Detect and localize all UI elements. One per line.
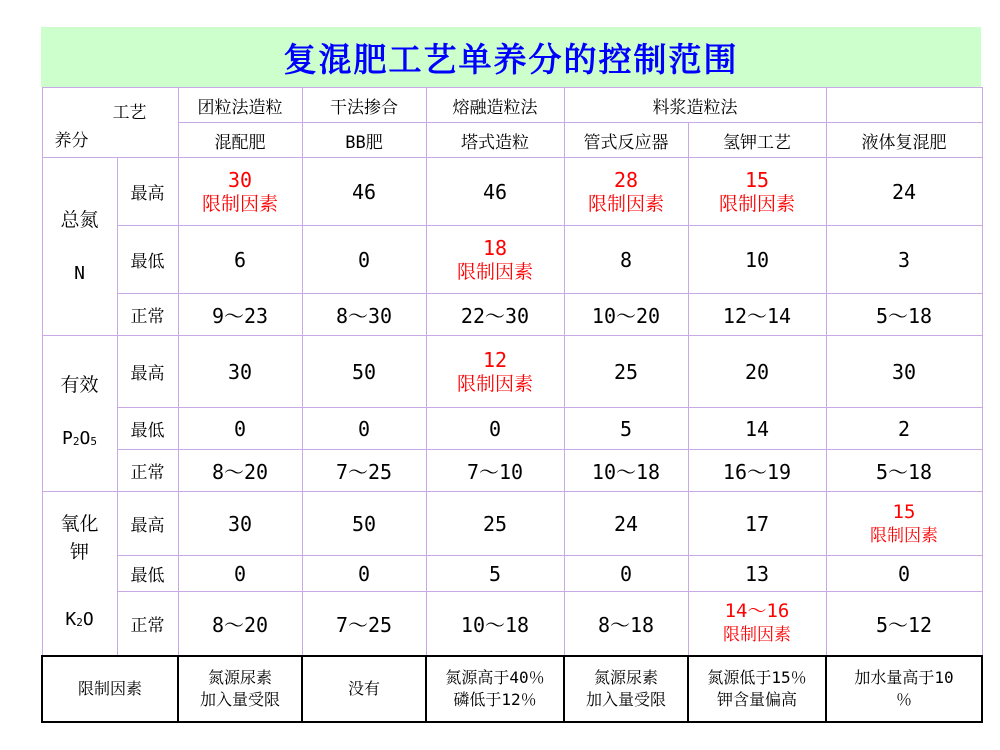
value-cell: 5～18 <box>826 294 982 336</box>
footer-cell <box>564 656 688 722</box>
value-text: 30 <box>227 167 253 192</box>
row-label: 最低 <box>117 556 178 592</box>
value-cell: 5 <box>426 556 564 592</box>
limit-factor-text: 限制因素 <box>718 192 795 215</box>
value-cell: 8～18 <box>564 592 688 656</box>
value-cell: 30 <box>178 336 302 408</box>
value-cell: 9～23 <box>178 294 302 336</box>
nutrient-name: 总氮 <box>60 208 99 231</box>
value-cell <box>178 158 302 226</box>
product-header: BB肥 <box>302 123 426 158</box>
value-text: 14～16 <box>724 600 790 623</box>
row-label: 最低 <box>117 226 178 294</box>
value-cell: 14 <box>688 408 826 450</box>
footer-text: 加入量受限 <box>585 689 666 709</box>
table-row <box>42 294 982 336</box>
footer-text: ％ <box>895 689 912 709</box>
value-cell: 50 <box>302 492 426 556</box>
product-header: 混配肥 <box>178 123 302 158</box>
limit-factor-text: 限制因素 <box>870 525 938 546</box>
process-header: 干法掺合 <box>302 88 426 123</box>
value-cell: 46 <box>426 158 564 226</box>
value-cell <box>426 336 564 408</box>
value-cell: 0 <box>564 556 688 592</box>
footer-row <box>42 656 982 722</box>
value-cell: 0 <box>302 226 426 294</box>
value-cell: 7～10 <box>426 450 564 492</box>
product-header: 氢钾工艺 <box>688 123 826 158</box>
row-label: 最低 <box>117 408 178 450</box>
value-cell: 5 <box>564 408 688 450</box>
footer-cell <box>688 656 826 722</box>
value-cell: 46 <box>302 158 426 226</box>
value-cell: 10～20 <box>564 294 688 336</box>
footer-text: 磷低于12％ <box>453 689 537 709</box>
value-cell: 30 <box>178 492 302 556</box>
table-row <box>42 556 982 592</box>
value-cell: 8～20 <box>178 450 302 492</box>
nutrient-group-cell <box>42 492 117 656</box>
formula-symbol: O <box>79 428 91 449</box>
value-cell: 0 <box>826 556 982 592</box>
footer-text: 加入量受限 <box>199 689 280 709</box>
footer-cell <box>426 656 564 722</box>
formula-symbol: O <box>82 608 94 630</box>
table-row <box>42 450 982 492</box>
value-cell: 16～19 <box>688 450 826 492</box>
limit-factor-text: 限制因素 <box>456 260 533 283</box>
value-cell: 17 <box>688 492 826 556</box>
nutrient-group-cell <box>42 158 117 336</box>
value-cell: 12～14 <box>688 294 826 336</box>
value-cell: 0 <box>302 408 426 450</box>
table-row <box>42 408 982 450</box>
footer-label: 限制因素 <box>42 656 178 722</box>
value-cell <box>688 158 826 226</box>
limit-factor-text: 限制因素 <box>587 192 664 215</box>
table-row <box>42 492 982 556</box>
value-text: 12 <box>482 347 508 372</box>
nutrient-group-cell <box>42 336 117 492</box>
value-cell: 10～18 <box>564 450 688 492</box>
row-label: 最高 <box>117 336 178 408</box>
process-header <box>826 88 982 123</box>
value-cell: 0 <box>302 556 426 592</box>
value-cell: 8～30 <box>302 294 426 336</box>
formula-symbol: K <box>65 608 77 630</box>
value-cell <box>688 592 826 656</box>
product-header: 液体复混肥 <box>826 123 982 158</box>
value-cell: 10 <box>688 226 826 294</box>
value-cell: 30 <box>826 336 982 408</box>
footer-cell <box>178 656 302 722</box>
value-cell <box>564 158 688 226</box>
corner-process-label: 工艺 <box>112 103 147 123</box>
value-cell: 8 <box>564 226 688 294</box>
footer-text: 氮源尿素 <box>207 667 272 687</box>
formula-subscript: 5 <box>90 435 97 448</box>
value-cell: 7～25 <box>302 450 426 492</box>
row-label: 最高 <box>117 158 178 226</box>
formula-subscript: 2 <box>72 435 80 448</box>
value-cell: 0 <box>426 408 564 450</box>
value-text: 18 <box>482 235 508 260</box>
value-cell: 13 <box>688 556 826 592</box>
footer-text: 氮源尿素 <box>593 667 658 687</box>
corner-nutrient-label: 养分 <box>54 131 89 151</box>
value-cell: 22～30 <box>426 294 564 336</box>
value-cell: 6 <box>178 226 302 294</box>
value-text: 15 <box>892 500 916 523</box>
value-cell: 0 <box>178 556 302 592</box>
footer-text: 氮源低于15％ <box>707 667 807 687</box>
value-cell: 24 <box>564 492 688 556</box>
value-cell: 3 <box>826 226 982 294</box>
process-header: 熔融造粒法 <box>426 88 564 123</box>
row-label: 正常 <box>117 294 178 336</box>
product-header: 塔式造粒 <box>426 123 564 158</box>
header-corner <box>42 88 178 158</box>
table-row <box>42 158 982 226</box>
value-cell: 5～12 <box>826 592 982 656</box>
limit-factor-text: 限制因素 <box>723 625 791 646</box>
product-header: 管式反应器 <box>564 123 688 158</box>
table-row <box>42 336 982 408</box>
row-label: 正常 <box>117 592 178 656</box>
value-cell: 8～20 <box>178 592 302 656</box>
nutrient-name: 钾 <box>69 540 89 563</box>
formula-subscript: 2 <box>76 615 83 629</box>
footer-cell <box>302 656 426 722</box>
value-cell: 50 <box>302 336 426 408</box>
value-cell: 24 <box>826 158 982 226</box>
footer-text: 没有 <box>347 678 380 698</box>
value-text: 15 <box>744 167 770 192</box>
row-label: 正常 <box>117 450 178 492</box>
process-header: 团粒法造粒 <box>178 88 302 123</box>
table-row <box>42 592 982 656</box>
nutrient-name: 有效 <box>60 374 99 396</box>
value-cell: 7～25 <box>302 592 426 656</box>
value-text: 28 <box>613 167 639 192</box>
formula-symbol: P <box>62 428 73 449</box>
footer-text: 加水量高于10 <box>854 667 954 687</box>
value-cell <box>826 492 982 556</box>
value-cell: 25 <box>564 336 688 408</box>
page-title: 复混肥工艺单养分的控制范围 <box>283 39 739 79</box>
footer-text: 钾含量偏高 <box>716 689 797 709</box>
nutrient-control-table <box>41 87 983 723</box>
nutrient-formula <box>43 425 117 456</box>
nutrient-name: 氧化 <box>60 512 99 535</box>
nutrient-formula: N <box>74 262 85 284</box>
footer-text: 氮源高于40％ <box>445 667 545 687</box>
limit-factor-text: 限制因素 <box>201 192 278 215</box>
value-cell: 10～18 <box>426 592 564 656</box>
process-header: 料浆造粒法 <box>564 88 826 123</box>
value-cell: 2 <box>826 408 982 450</box>
value-cell: 25 <box>426 492 564 556</box>
value-cell: 5～18 <box>826 450 982 492</box>
value-cell: 0 <box>178 408 302 450</box>
row-label: 最高 <box>117 492 178 556</box>
value-cell: 20 <box>688 336 826 408</box>
nutrient-formula <box>43 606 117 637</box>
footer-cell <box>826 656 982 722</box>
limit-factor-text: 限制因素 <box>456 372 533 395</box>
table-row <box>42 226 982 294</box>
title-bar <box>41 27 981 87</box>
value-cell <box>426 226 564 294</box>
